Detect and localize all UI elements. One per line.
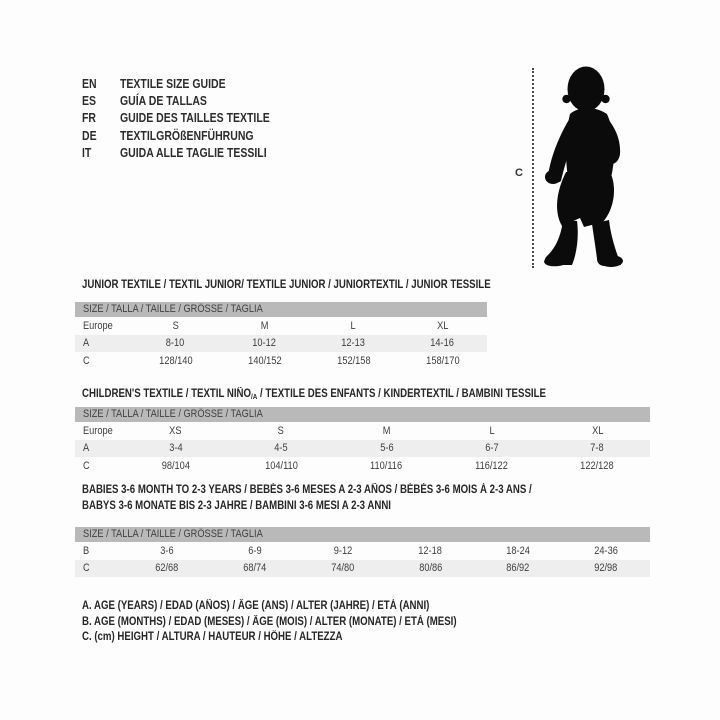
size-cell: 122/128 xyxy=(580,459,614,472)
size-cell: 3-4 xyxy=(169,442,183,455)
size-cell: 110/116 xyxy=(370,459,403,472)
lang-row-es xyxy=(82,92,298,109)
table-row-c xyxy=(75,560,650,578)
size-cell: 116/122 xyxy=(475,459,509,472)
size-cell: XS xyxy=(169,424,182,437)
children-section-title: CHILDREN'S TEXTILE / TEXTIL $NIÑO_{/A}$ / TEXTILE DES ENFANTS / KINDERTEXTIL / BAMBINI TESSILE xyxy=(82,388,546,401)
row-label: A xyxy=(83,337,90,350)
lang-code: ES xyxy=(82,94,97,109)
lang-label: GUIDA ALLE TAGLIE TESSILI xyxy=(120,146,267,161)
lang-row-de xyxy=(82,127,298,144)
children-size-table xyxy=(75,407,650,475)
size-cell: 18-24 xyxy=(506,544,531,557)
size-header-bar: SIZE / TALLA / TAILLE / GRÖSSE / TAGLIA xyxy=(75,407,650,422)
lang-code: FR xyxy=(82,111,97,126)
height-marker-label: C xyxy=(515,167,523,179)
size-cell: 74/80 xyxy=(331,562,355,575)
lang-label: TEXTILGRÖßENFÜHRUNG xyxy=(120,128,254,143)
lang-row-fr xyxy=(82,110,298,127)
height-dotted-line xyxy=(532,68,534,268)
row-label: Europe xyxy=(83,424,113,437)
babies-size-table xyxy=(75,527,650,577)
table-row-a xyxy=(75,335,487,353)
lang-row-en xyxy=(82,75,298,92)
size-cell: 12-18 xyxy=(418,544,443,557)
junior-size-table xyxy=(75,302,487,370)
lang-row-it xyxy=(82,145,298,162)
size-cell: 104/110 xyxy=(264,459,298,472)
size-cell: 7-8 xyxy=(590,442,604,455)
size-cell: 24-36 xyxy=(594,544,618,557)
row-label: A xyxy=(83,442,90,455)
lang-label: TEXTILE SIZE GUIDE xyxy=(120,76,226,91)
table-row-b xyxy=(75,542,650,560)
language-list xyxy=(82,75,298,162)
size-cell: 98/104 xyxy=(161,459,190,472)
size-header-bar: SIZE / TALLA / TAILLE / GRÖSSE / TAGLIA xyxy=(75,527,650,542)
junior-section-title: JUNIOR TEXTILE / TEXTIL JUNIOR/ TEXTILE JUNIOR / JUNIORTEXTIL / JUNIOR TESSILE xyxy=(82,279,491,291)
size-cell: XL xyxy=(591,424,603,437)
babies-section-title: BABIES 3-6 MONTH TO 2-3 YEARS / BEBÉS 3-6 MESES A 2-3 AÑOS / BÉBÉS 3-6 MOIS À 2-3 ANS / BABYS 3-6 MONATE BIS 2-3 JAHRE / BAMBINI 3-6 MESI A 2-3 ANNI xyxy=(82,484,532,512)
size-cell: 158/170 xyxy=(425,354,460,367)
size-cell: M xyxy=(260,319,269,332)
size-cell: 68/74 xyxy=(243,562,267,575)
row-label: C xyxy=(83,562,90,575)
size-cell: 9-12 xyxy=(333,544,352,557)
size-cell: S xyxy=(278,424,285,437)
table-row-c xyxy=(75,457,650,475)
size-cell: 140/152 xyxy=(247,354,282,367)
legend-line-b: B. AGE (MONTHS) / EDAD (MESES) / ÂGE (MOIS) / ALTER (MONATE) / ETÀ (MESI) xyxy=(82,615,457,628)
size-cell: L xyxy=(350,319,357,332)
subscript: /A xyxy=(251,392,258,401)
size-cell: 128/140 xyxy=(158,354,193,367)
lang-code: DE xyxy=(82,128,97,143)
legend xyxy=(82,599,528,646)
size-cell: 62/68 xyxy=(155,562,179,575)
table-row-europe xyxy=(75,422,650,440)
table-row-a xyxy=(75,440,650,458)
size-cell: 86/92 xyxy=(506,562,530,575)
lang-label: GUÍA DE TALLAS xyxy=(120,94,207,109)
size-cell: 14-16 xyxy=(430,337,455,350)
table-row-europe xyxy=(75,317,487,335)
lang-label: GUIDE DES TAILLES TEXTILE xyxy=(120,111,270,126)
size-cell: 12-13 xyxy=(341,337,366,350)
legend-line-c: C. (cm) HEIGHT / ALTURA / HAUTEUR / HÖHE / ALTEZZA xyxy=(82,631,343,643)
toddler-silhouette-icon xyxy=(541,66,629,269)
size-header-bar: SIZE / TALLA / TAILLE / GRÖSSE / TAGLIA xyxy=(75,302,487,317)
row-label: C xyxy=(83,459,90,472)
size-cell: 8-10 xyxy=(166,337,185,350)
lang-code: IT xyxy=(82,146,92,161)
size-cell: XL xyxy=(436,319,449,332)
row-label: B xyxy=(83,544,90,557)
size-cell: 152/158 xyxy=(336,354,371,367)
size-cell: 4-5 xyxy=(274,442,288,455)
row-label: Europe xyxy=(83,319,113,332)
size-cell: 10-12 xyxy=(252,337,277,350)
size-cell: 6-7 xyxy=(485,442,499,455)
size-cell: 5-6 xyxy=(379,442,394,455)
lang-code: EN xyxy=(82,76,97,91)
size-cell: 80/86 xyxy=(418,562,442,575)
legend-line-a: A. AGE (YEARS) / EDAD (AÑOS) / ÂGE (ANS) / ALTER (JAHRE) / ETÀ (ANNI) xyxy=(82,600,430,612)
size-cell: 3-6 xyxy=(160,544,174,557)
size-cell: S xyxy=(172,319,179,332)
size-cell: L xyxy=(489,424,495,437)
row-label: C xyxy=(83,354,90,367)
table-row-c xyxy=(75,352,487,370)
size-cell: M xyxy=(382,424,391,437)
size-cell: 92/98 xyxy=(594,562,618,575)
size-cell: 6-9 xyxy=(248,544,262,557)
